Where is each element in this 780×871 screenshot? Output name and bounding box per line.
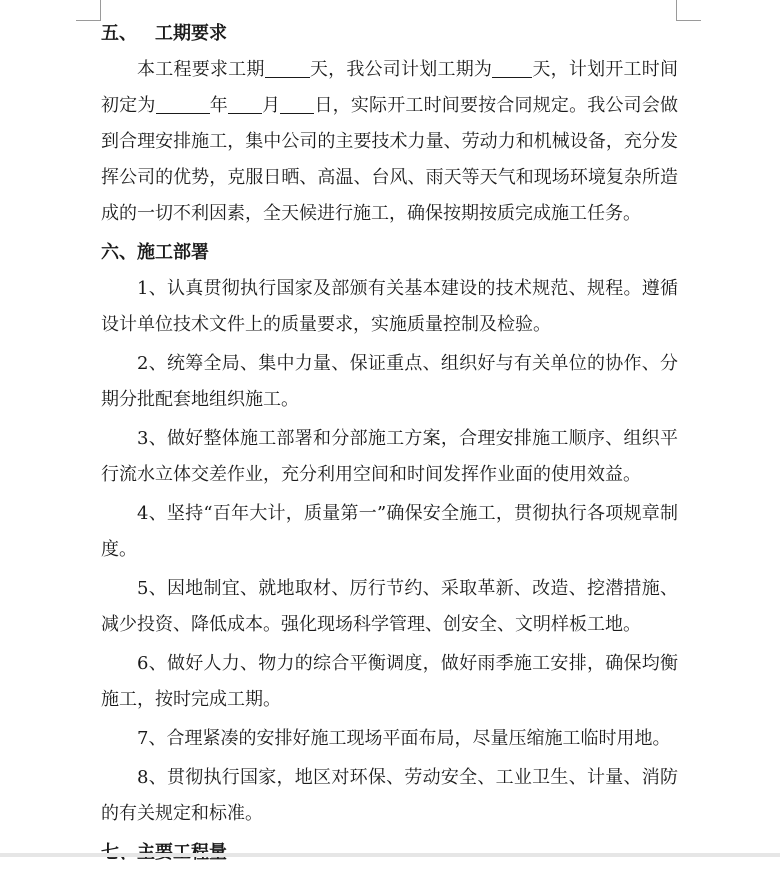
deployment-item-8: 8、贯彻执行国家，地区对环保、劳动安全、工业卫生、计量、消防的有关规定和标准。	[101, 767, 678, 824]
schedule-text: 年	[209, 95, 228, 116]
blank-planned-days[interactable]	[492, 55, 532, 78]
deployment-item-4: 4、坚持“百年大计，质量第一”确保安全施工，贯彻执行各项规章制度。	[101, 503, 678, 560]
margin-corner-mark-right	[676, 0, 701, 21]
schedule-text: 月	[261, 95, 281, 116]
section-heading-deployment	[101, 235, 678, 271]
schedule-text: 天，计划开工时间初定为	[101, 59, 679, 116]
section-title: 工期要求	[155, 23, 227, 44]
document-body[interactable]	[101, 16, 678, 871]
deployment-item-2: 2、统筹全局、集中力量、保证重点、组织好与有关单位的协作、分期分批配套地组织施工。	[101, 353, 678, 410]
deployment-item-7: 7、合理紧凑的安排好施工现场平面布局，尽量压缩施工临时用地。	[137, 728, 671, 749]
deployment-item-5: 5、因地制宜、就地取材、厉行节约、采取革新、改造、挖潜措施、减少投资、降低成本。强化现场科学管理、创安全、文明样板工地。	[101, 578, 678, 635]
schedule-text: 天，我公司计划工期为	[309, 59, 493, 80]
page-bottom-edge	[0, 853, 780, 857]
schedule-paragraph	[101, 52, 678, 232]
schedule-text: 本工程要求工期	[137, 59, 265, 80]
deployment-item-1: 1、认真贯彻执行国家及部颁有关基本建设的技术规范、规程。遵循设计单位技术文件上的质量要求，实施质量控制及检验。	[101, 278, 678, 335]
section-heading-schedule	[101, 16, 678, 52]
deployment-item-3: 3、做好整体施工部署和分部施工方案，合理安排施工顺序、组织平行流水立体交差作业，充分利用空间和时间发挥作业面的使用效益。	[101, 428, 678, 485]
blank-start-month[interactable]	[228, 91, 262, 114]
margin-corner-mark-left	[76, 0, 101, 21]
blank-required-days[interactable]	[265, 55, 310, 78]
section-number: 五、	[101, 23, 137, 44]
blank-start-year[interactable]	[156, 91, 210, 114]
section-number: 六、	[101, 242, 137, 263]
blank-start-day[interactable]	[280, 91, 314, 114]
section-title: 施工部署	[137, 242, 209, 263]
deployment-item-6: 6、做好人力、物力的综合平衡调度，做好雨季施工安排，确保均衡施工，按时完成工期。	[101, 653, 678, 710]
schedule-text: 日，实际开工时间要按合同规定。我公司会做到合理安排施工，集中公司的主要技术力量、劳动力和机械设备，充分发挥公司的优势，克服日晒、高温、台风、雨天等天气和现场环境复杂所造成的一切不利因素，全天候进行施工，确保按期按质完成施工任务。	[101, 95, 679, 224]
